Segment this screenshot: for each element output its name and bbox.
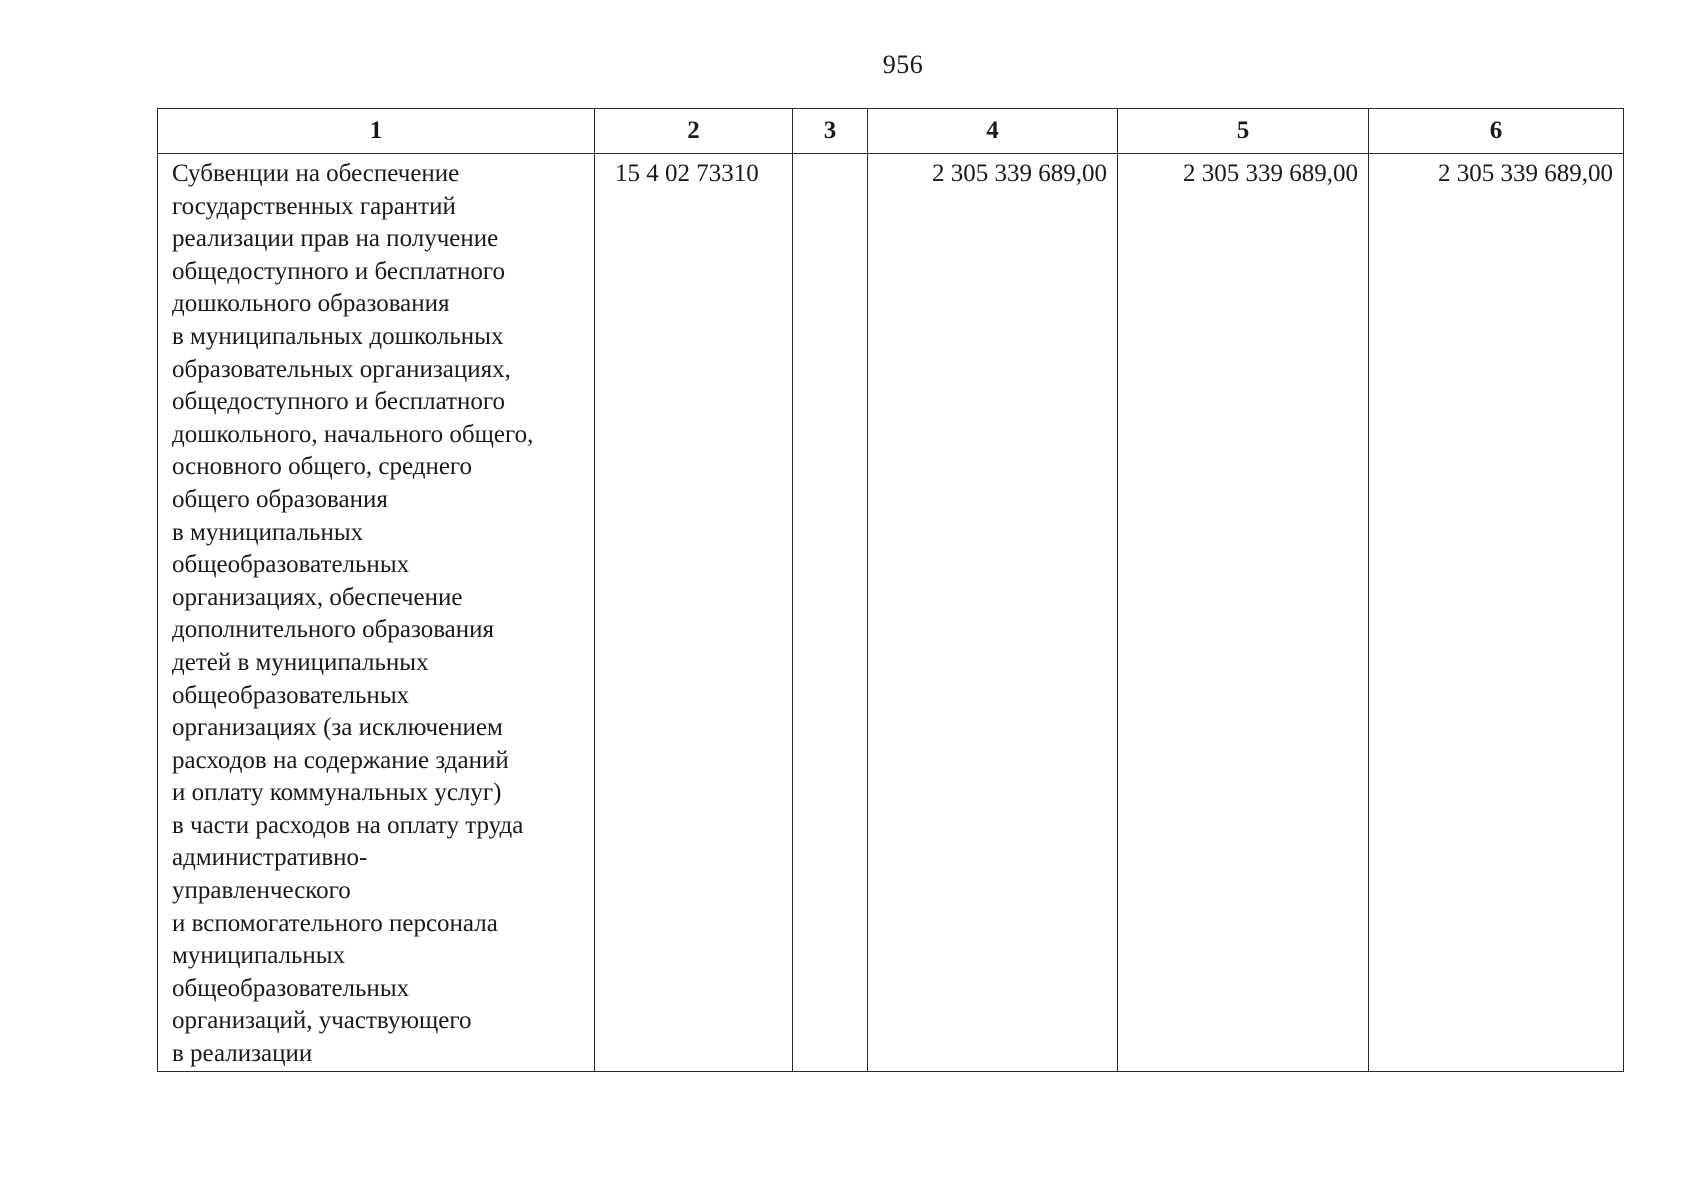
description-line: в муниципальных дошкольных: [172, 322, 504, 350]
description-line: дошкольного, начального общего,: [172, 420, 534, 448]
amount-4-cell: [868, 154, 1118, 1072]
column-header-5: 5: [1118, 109, 1369, 154]
description-line: муниципальных: [172, 942, 346, 970]
amount-4: 2 305 339 689,00: [932, 160, 1107, 187]
column-header-3: 3: [793, 109, 868, 154]
description-line: детей в муниципальных: [172, 648, 429, 676]
description-line: организациях (за исключением: [172, 714, 503, 742]
description-cell: [158, 154, 595, 1072]
description-line: общего образования: [172, 485, 388, 513]
description-line: образовательных организациях,: [172, 355, 511, 383]
description-line: дошкольного образования: [172, 290, 450, 318]
budget-table: [157, 108, 1624, 1072]
description-line: в муниципальных: [172, 518, 364, 546]
table-row: [158, 154, 1624, 1072]
column-header-1: 1: [158, 109, 595, 154]
description-line: и оплату коммунальных услуг): [172, 779, 502, 807]
column-3-cell: [793, 154, 868, 1072]
amount-5-cell: [1118, 154, 1369, 1072]
description-line: государственных гарантий: [172, 192, 456, 220]
budget-code: 15 4 02 73310: [615, 160, 759, 187]
description-line: общедоступного и бесплатного: [172, 388, 505, 416]
description-line: общеобразовательных: [172, 974, 410, 1002]
code-cell: [595, 154, 793, 1072]
description-text: [158, 154, 594, 1071]
description-line: административно-: [172, 844, 368, 872]
column-header-6: 6: [1369, 109, 1624, 154]
amount-5: 2 305 339 689,00: [1183, 160, 1358, 187]
column-header-2: 2: [595, 109, 793, 154]
description-line: в части расходов на оплату труда: [172, 811, 524, 839]
column-3-value: [793, 154, 867, 158]
column-header-4: 4: [868, 109, 1118, 154]
description-line: реализации прав на получение: [172, 225, 499, 253]
description-line: управленческого: [172, 877, 351, 905]
description-line: основного общего, среднего: [172, 453, 473, 481]
description-line: организациях, обеспечение: [172, 583, 463, 611]
description-line: общеобразовательных: [172, 551, 410, 579]
description-line: общедоступного и бесплатного: [172, 257, 505, 285]
amount-6-cell: [1369, 154, 1624, 1072]
page-number: 956: [882, 50, 924, 79]
description-line: в реализации: [172, 1040, 313, 1068]
description-line: и вспомогательного персонала: [172, 909, 498, 937]
table-header-row: [158, 109, 1624, 154]
description-line: Субвенции на обеспечение: [172, 160, 460, 187]
amount-6: 2 305 339 689,00: [1438, 160, 1613, 187]
description-line: организаций, участвующего: [172, 1007, 472, 1035]
description-line: общеобразовательных: [172, 681, 410, 709]
description-line: расходов на содержание зданий: [172, 746, 509, 774]
description-line: дополнительного образования: [172, 616, 495, 644]
